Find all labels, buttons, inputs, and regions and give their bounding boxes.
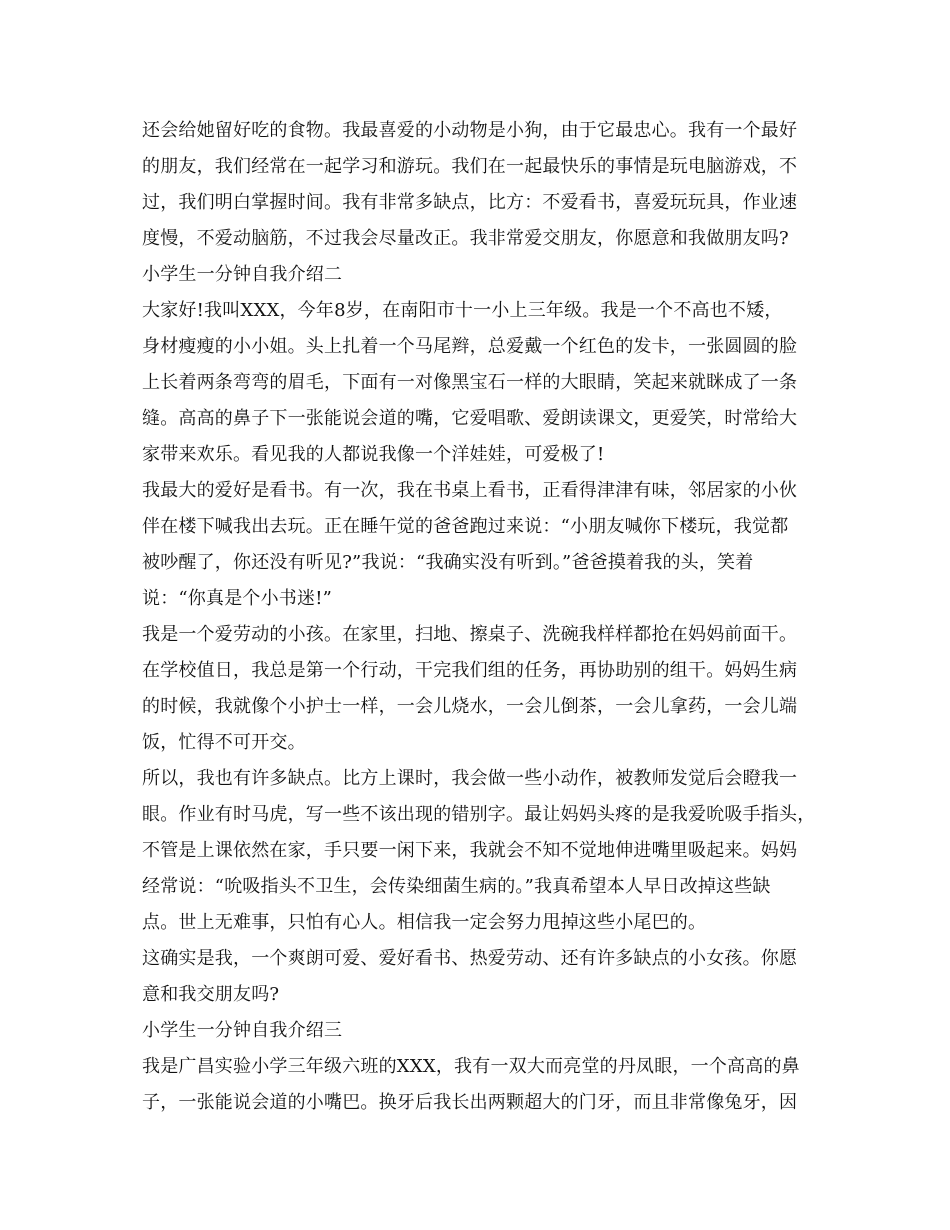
paragraph <box>142 473 822 617</box>
paragraph <box>142 761 822 941</box>
paragraph <box>142 941 822 1013</box>
text-line: 我是一个爱劳动的小孩。在家里，扫地、擦桌子、洗碗我样样都抢在妈妈前面干。 <box>142 624 798 645</box>
section-heading <box>142 257 822 293</box>
text-line: 被吵醒了，你还没有听见?”我说：“我确实没有听到。”爸爸摸着我的头，笑着 <box>142 552 754 573</box>
paragraph <box>142 1049 822 1121</box>
text-line: 大家好!我叫XXX，今年8岁，在南阳市十一小上三年级。我是一个不高也不矮， <box>142 300 783 321</box>
text-line: 说：“你真是个小书迷!” <box>142 588 333 609</box>
text-line: 的时候，我就像个小护士一样，一会儿烧水，一会儿倒茶，一会儿拿药，一会儿端 <box>142 696 798 717</box>
text-line: 在学校值日，我总是第一个行动，干完我们组的任务，再协助别的组干。妈妈生病 <box>142 660 798 681</box>
heading-text: 小学生一分钟自我介绍二 <box>142 264 343 285</box>
text-line: 家带来欢乐。看见我的人都说我像一个洋娃娃，可爱极了! <box>142 444 605 465</box>
text-line: 意和我交朋友吗? <box>142 984 280 1005</box>
paragraph <box>142 113 822 257</box>
text-line: 伴在楼下喊我出去玩。正在睡午觉的爸爸跑过来说：“小朋友喊你下楼玩，我觉都 <box>142 516 789 537</box>
text-line: 不管是上课依然在家，手只要一闲下来，我就会不知不觉地伸进嘴里吸起来。妈妈 <box>142 840 798 861</box>
text-line: 我是广昌实验小学三年级六班的XXX，我有一双大而亮堂的丹凤眼，一个高高的鼻 <box>142 1056 800 1077</box>
text-line: 上长着两条弯弯的眉毛，下面有一对像黑宝石一样的大眼睛，笑起来就眯成了一条 <box>142 372 798 393</box>
text-line: 饭，忙得不可开交。 <box>142 732 306 753</box>
text-line: 点。世上无难事，只怕有心人。相信我一定会努力甩掉这些小尾巴的。 <box>142 912 707 933</box>
paragraph <box>142 617 822 761</box>
text-line: 过，我们明白掌握时间。我有非常多缺点，比方：不爱看书，喜爱玩玩具，作业速 <box>142 192 798 213</box>
text-line: 还会给她留好吃的食物。我最喜爱的小动物是小狗，由于它最忠心。我有一个最好 <box>142 120 798 141</box>
text-line: 所以，我也有许多缺点。比方上课时，我会做一些小动作，被教师发觉后会瞪我一 <box>142 768 798 789</box>
text-line: 我最大的爱好是看书。有一次，我在书桌上看书，正看得津津有味，邻居家的小伙 <box>142 480 798 501</box>
text-line: 子，一张能说会道的小嘴巴。换牙后我长出两颗超大的门牙，而且非常像兔牙，因 <box>142 1092 798 1113</box>
text-line: 这确实是我，一个爽朗可爱、爱好看书、热爱劳动、还有许多缺点的小女孩。你愿 <box>142 948 798 969</box>
paragraph <box>142 293 822 473</box>
document-body <box>142 113 822 1121</box>
text-line: 度慢，不爱动脑筋，不过我会尽量改正。我非常爱交朋友，你愿意和我做朋友吗? <box>142 228 789 249</box>
text-line: 经常说：“吮吸指头不卫生，会传染细菌生病的。”我真希望本人早日改掉这些缺 <box>142 876 771 897</box>
heading-text: 小学生一分钟自我介绍三 <box>142 1020 343 1041</box>
text-line: 身材瘦瘦的小小姐。头上扎着一个马尾辫，总爱戴一个红色的发卡，一张圆圆的脸 <box>142 336 798 357</box>
text-line: 缝。高高的鼻子下一张能说会道的嘴，它爱唱歌、爱朗读课文，更爱笑，时常给大 <box>142 408 798 429</box>
section-heading <box>142 1013 822 1049</box>
text-line: 的朋友，我们经常在一起学习和游玩。我们在一起最快乐的事情是玩电脑游戏，不 <box>142 156 798 177</box>
text-line: 眼。作业有时马虎，写一些不该出现的错别字。最让妈妈头疼的是我爱吮吸手指头， <box>142 804 816 825</box>
